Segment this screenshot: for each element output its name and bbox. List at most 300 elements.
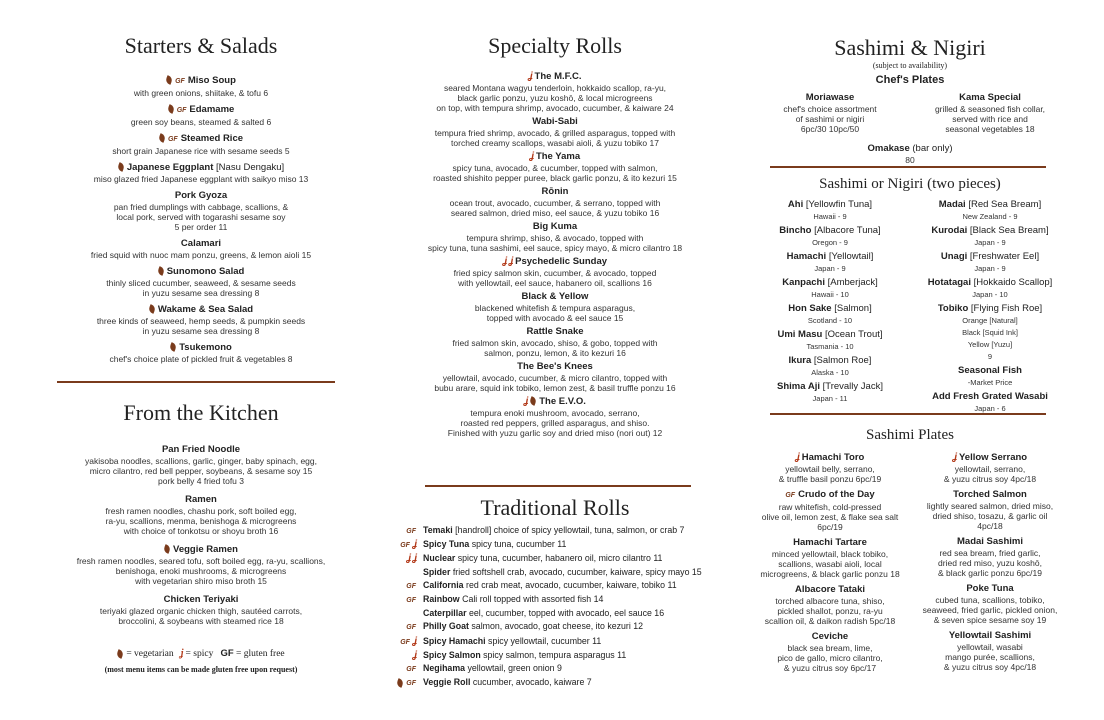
fish-subtitle: [Red Sea Bream] <box>965 199 1042 210</box>
item-description: with yellowtail, eel sauce, habanero oil, scallions 16 <box>458 278 652 288</box>
roll-mark <box>397 635 419 649</box>
column-middle <box>395 0 715 720</box>
item-title: Japanese Eggplant <box>126 162 214 173</box>
item-description: roasted red peppers, grilled asparagus, and shiso. <box>460 418 650 428</box>
item-subtitle: [Nasu Dengaku] <box>213 162 285 173</box>
item-description: seared salmon, dried miso, eel sauce, & yuzu tobiko 16 <box>450 208 660 218</box>
fish-subtitle: [Hokkaido Scallop] <box>970 277 1053 288</box>
plates-grid <box>750 452 1070 678</box>
item-name <box>395 221 715 233</box>
fish-item <box>750 199 910 223</box>
plate-name <box>750 631 910 643</box>
roll-description: eel, cucumber, topped with avocado, eel sauce 16 <box>468 608 665 619</box>
omakase <box>750 143 1070 165</box>
pepper-icon: ʝ <box>412 649 417 661</box>
plate-item <box>750 489 910 532</box>
item-description: pan fried dumplings with cabbage, scallions, & <box>113 202 289 212</box>
traditional-title: Traditional Rolls <box>480 495 630 520</box>
item-description: fried squid with nuoc mam ponzu, greens, & lemon aioli 15 <box>90 250 312 260</box>
fish-title: Seasonal Fish <box>958 365 1022 376</box>
gf-icon: GF <box>400 638 410 646</box>
roll-item <box>397 676 717 690</box>
leaf-icon <box>116 649 124 659</box>
plate-description: pickled shallot, ponzu, ra-yu <box>777 606 883 616</box>
roll-item <box>397 593 717 607</box>
pepper-icon: ʝ <box>952 452 957 463</box>
roll-name: Philly Goat <box>423 621 469 632</box>
fish-item <box>750 355 910 379</box>
menu-item <box>40 190 362 232</box>
chef-plate-description: grilled & seasoned fish collar, <box>934 104 1046 114</box>
gf-icon: GF <box>406 624 416 632</box>
item-title: Rōnin <box>541 186 569 197</box>
specialty-list <box>395 71 715 441</box>
menu-item <box>395 71 715 113</box>
roll-name: California <box>423 579 464 590</box>
divider <box>425 485 691 487</box>
fish-name <box>910 225 1070 237</box>
leaf-icon <box>167 105 175 115</box>
roll-item <box>397 538 717 552</box>
fish-title: Umi Masu <box>777 329 823 340</box>
plates-left <box>750 452 910 678</box>
pepper-icon: ʝ <box>412 553 417 565</box>
roll-description: spicy yellowtail, cucumber 11 <box>488 635 602 646</box>
plate-name <box>910 489 1070 501</box>
menu-item <box>40 304 362 336</box>
fish-item <box>750 225 910 249</box>
starters-title: Starters & Salads <box>124 33 278 58</box>
item-description: fresh ramen noodles, chashu pork, soft boiled egg, <box>105 506 297 516</box>
fish-title: Ahi <box>787 199 804 210</box>
roll-name: Temaki <box>423 525 453 535</box>
chef-plate-description: chef's choice assortment <box>783 104 877 114</box>
fish-name <box>910 303 1070 315</box>
plate-description: red sea bream, fried garlic, <box>939 548 1041 558</box>
leaf-icon <box>163 545 171 555</box>
plate-description: & seven spice sesame soy 19 <box>933 615 1047 625</box>
leaf-icon <box>529 397 537 407</box>
item-description: tempura enoki mushroom, avocado, serrano, <box>470 408 640 418</box>
plate-item <box>910 489 1070 531</box>
plate-name <box>750 452 910 464</box>
pepper-icon: ʝ <box>524 396 529 407</box>
pepper-icon: ʝ <box>502 256 508 267</box>
leaf-icon <box>169 343 177 353</box>
fish-item <box>750 303 910 327</box>
item-description: ocean trout, avocado, cucumber, & serrano, topped with <box>449 198 661 208</box>
roll-mark <box>397 593 419 607</box>
chef-plate-name: Moriawase <box>805 92 855 103</box>
roll-mark <box>397 579 419 593</box>
starters-list <box>40 75 362 370</box>
menu-item <box>40 238 362 260</box>
item-description: tempura shrimp, shiso, & avocado, topped with <box>466 233 644 243</box>
roll-description: spicy tuna, cucumber, habanero oil, micro cilantro 11 <box>457 553 663 564</box>
item-description: pork belly 4 fried tofu 3 <box>158 476 244 486</box>
fish-origin: -Market Price <box>967 378 1013 387</box>
fish-origin: Japan - 9 <box>974 264 1006 273</box>
fish-name <box>750 303 910 315</box>
roll-description: spicy tuna, cucumber 11 <box>471 539 567 550</box>
fish-item <box>910 199 1070 223</box>
plate-title: Yellowtail Sashimi <box>948 630 1032 641</box>
traditional-list <box>397 524 717 690</box>
plate-description: lightly seared salmon, dried miso, <box>926 501 1054 511</box>
item-description: Finished with yuzu garlic soy and dried miso (nori out) 12 <box>447 428 663 438</box>
chef-plate-description: 6pc/30 10pc/50 <box>800 124 860 134</box>
leaf-icon <box>158 134 166 144</box>
item-description: blackened whitefish & tempura asparagus, <box>474 303 636 313</box>
plate-description: pico de gallo, micro cilantro, <box>777 653 883 663</box>
fish-name <box>750 199 910 211</box>
item-name <box>40 304 362 316</box>
item-description: fresh ramen noodles, seared tofu, soft boiled egg, ra-yu, scallions, <box>76 556 326 566</box>
fish-subtitle: [Salmon Roe] <box>811 355 872 366</box>
plate-description: & yuzu citrus soy 4pc/18 <box>943 662 1037 672</box>
fish-subtitle: [Salmon] <box>831 303 872 314</box>
gf-badge: GF <box>220 648 234 659</box>
legend-spicy: = spicy <box>185 649 214 659</box>
fish-origin: Japan - 11 <box>812 394 848 403</box>
sashimi-plates-title: Sashimi Plates <box>866 427 954 443</box>
pepper-icon: ʝ <box>509 256 514 267</box>
fish-name <box>910 251 1070 263</box>
plate-description: & yuzu citrus soy 6pc/17 <box>783 663 877 673</box>
item-description: tempura fried shrimp, avocado, & grilled asparagus, topped with <box>434 128 676 138</box>
item-description: torched creamy scallops, wasabi aioli, & yuzu tobiko 17 <box>451 138 659 148</box>
menu-item <box>395 396 715 438</box>
item-title: The E.V.O. <box>539 396 586 407</box>
item-title: Calamari <box>180 238 222 249</box>
item-title: Miso Soup <box>187 75 236 86</box>
menu-item <box>395 361 715 393</box>
plate-description: yellowtail belly, serrano, <box>785 464 875 474</box>
item-description: bubu arare, squid ink tobiko, lemon zest, & basil truffle ponzu 16 <box>434 383 676 393</box>
item-name <box>40 444 362 456</box>
fish-title: Kanpachi <box>782 277 825 288</box>
chef-plate-description: of sashimi or nigiri <box>795 114 865 124</box>
item-description: broccolini, & soybeans with steamed rice 18 <box>118 616 284 626</box>
menu-item <box>40 342 362 364</box>
menu-item <box>395 116 715 148</box>
fish-origin: Oregon - 9 <box>812 238 848 247</box>
plate-title: Hamachi Toro <box>801 452 865 463</box>
gf-icon: GF <box>406 528 416 535</box>
roll-description: red crab meat, avocado, cucumber, kaiware, tobiko 11 <box>466 579 677 590</box>
fish-title: Hamachi <box>786 251 827 262</box>
item-title: Chicken Teriyaki <box>163 594 239 605</box>
roll-mark <box>397 524 419 538</box>
menu-item <box>40 544 362 586</box>
item-name <box>395 71 715 83</box>
availability-note: (subject to availability) <box>872 61 948 70</box>
roll-item <box>397 579 717 593</box>
fish-subtitle: [Black Sea Bream] <box>967 225 1049 236</box>
roll-item <box>397 552 717 565</box>
plate-description: mango purée, scallions, <box>945 652 1035 662</box>
fish-subtitle: [Freshwater Eel] <box>967 251 1040 262</box>
fish-item <box>750 329 910 353</box>
menu-item <box>40 133 362 156</box>
roll-mark <box>397 649 419 662</box>
item-name <box>40 104 362 117</box>
plate-description: olive oil, lemon zest, & flake sea salt <box>761 512 899 522</box>
fish-origin: Japan - 9 <box>974 238 1006 247</box>
fish-item <box>910 251 1070 275</box>
fish-item <box>910 391 1070 415</box>
plate-item <box>750 452 910 484</box>
roll-mark <box>397 662 419 676</box>
item-name <box>40 133 362 146</box>
plate-title: Ceviche <box>811 631 849 642</box>
fish-subtitle: [Albacore Tuna] <box>811 225 881 236</box>
leaf-icon <box>165 76 173 86</box>
item-title: The M.F.C. <box>534 71 582 82</box>
item-title: Rattle Snake <box>526 326 584 337</box>
item-name <box>40 162 362 174</box>
roll-item <box>397 662 717 676</box>
plate-item <box>910 452 1070 484</box>
chef-plate-description: seasonal vegetables 18 <box>945 124 1035 134</box>
menu-item <box>395 186 715 218</box>
item-title: Big Kuma <box>532 221 578 232</box>
divider <box>770 166 1046 168</box>
fish-item <box>750 251 910 275</box>
gluten-note: (most menu items can be made gluten free upon request) <box>104 665 298 674</box>
fish-name <box>910 199 1070 211</box>
fish-title: Unagi <box>940 251 968 262</box>
item-title: The Yama <box>535 151 581 162</box>
sashimi-nigiri-title: Sashimi & Nigiri <box>834 35 986 60</box>
item-name <box>40 238 362 250</box>
item-name <box>40 494 362 506</box>
fish-title: Bincho <box>779 225 812 236</box>
kitchen-list <box>40 444 362 634</box>
omakase-price: 80 <box>905 155 915 165</box>
item-description: in yuzu sesame sea dressing 8 <box>142 288 260 298</box>
fish-origin: Japan - 6 <box>974 404 1006 413</box>
chef-plate <box>750 92 910 134</box>
item-description: seared Montana wagyu tenderloin, hokkaido scallop, ra-yu, <box>443 83 667 93</box>
pieces-grid <box>750 199 1070 417</box>
fish-origin: Scotland - 10 <box>807 316 853 325</box>
gf-icon: GF <box>175 78 185 85</box>
fish-title: Kurodai <box>931 225 968 236</box>
fish-origin: Hawaii - 9 <box>813 212 847 221</box>
menu-item <box>40 104 362 127</box>
fish-name <box>750 277 910 289</box>
item-name <box>395 326 715 338</box>
item-description: with green onions, shiitake, & tofu 6 <box>133 88 269 98</box>
item-title: Wabi-Sabi <box>532 116 578 127</box>
item-description: roasted shishito pepper puree, black garlic ponzu, & ito kezuri 15 <box>433 173 677 183</box>
plate-description: black sea bream, lime, <box>787 643 873 653</box>
roll-item <box>397 649 717 662</box>
plate-description: yellowtail, serrano, <box>954 464 1026 474</box>
roll-item <box>397 620 717 634</box>
item-title: Edamame <box>189 104 235 115</box>
item-name <box>40 544 362 556</box>
plate-title: Yellow Serrano <box>958 452 1028 463</box>
item-name <box>40 594 362 606</box>
item-description: in yuzu sesame sea dressing 8 <box>142 326 260 336</box>
fish-title: Hotatagai <box>927 277 971 288</box>
pieces-right <box>910 199 1070 417</box>
gf-icon: GF <box>400 542 410 550</box>
item-title: Tsukemono <box>179 342 232 353</box>
chef-plates <box>750 92 1070 140</box>
item-title: Pan Fried Noodle <box>161 444 241 455</box>
fish-origin: Japan - 10 <box>972 290 1008 299</box>
plate-item <box>910 536 1070 578</box>
item-description: teriyaki glazed organic chicken thigh, sautéed carrots, <box>99 606 303 616</box>
gf-icon: GF <box>176 107 187 114</box>
item-title: Veggie Ramen <box>173 544 238 555</box>
roll-mark <box>397 538 419 552</box>
item-description: spicy tuna, tuna sashimi, eel sauce, spicy mayo, & micro cilantro 18 <box>427 243 683 253</box>
plate-description: 6pc/19 <box>817 522 843 532</box>
gf-icon: GF <box>406 680 416 688</box>
fish-name <box>750 225 910 237</box>
plate-item <box>910 630 1070 672</box>
fish-name <box>750 251 910 263</box>
plate-name <box>750 537 910 549</box>
fish-title: Shima Aji <box>777 381 820 392</box>
menu-item <box>395 256 715 288</box>
roll-description: salmon, avocado, goat cheese, ito kezuri 12 <box>471 621 644 632</box>
fish-item <box>750 277 910 301</box>
divider <box>770 413 1046 415</box>
item-title: Black & Yellow <box>521 291 589 302</box>
fish-origin: Japan - 9 <box>814 264 846 273</box>
plate-title: Albacore Tataki <box>794 584 866 595</box>
plate-title: Madai Sashimi <box>957 536 1023 547</box>
item-description: green soy beans, steamed & salted 6 <box>130 117 272 127</box>
fish-item <box>910 277 1070 301</box>
pepper-icon: ʝ <box>529 151 534 162</box>
item-description: topped with avocado & eel sauce 15 <box>486 313 624 323</box>
plate-title: Crudo of the Day <box>798 489 875 500</box>
gf-icon: GF <box>406 582 416 590</box>
fish-subtitle: [Amberjack] <box>824 277 878 288</box>
roll-name: Negihama <box>423 663 466 674</box>
item-description: three kinds of seaweed, hemp seeds, & pumpkin seeds <box>96 316 306 326</box>
item-description: on top, with tempura shrimp, avocado, cucumber, & kaiware 24 <box>436 103 674 113</box>
roll-name: Spicy Tuna <box>423 539 470 550</box>
plate-description: & black garlic ponzu 6pc/19 <box>938 568 1042 578</box>
roll-mark <box>397 552 419 565</box>
plates-right <box>910 452 1070 678</box>
roll-name: Spider <box>423 566 451 577</box>
divider <box>57 381 335 383</box>
plate-description: dried red miso, yuzu koshō, <box>938 558 1042 568</box>
plate-description: scallions, wasabi aioli, local <box>778 559 882 569</box>
kitchen-title: From the Kitchen <box>123 400 279 425</box>
pepper-icon: ʝ <box>412 539 417 551</box>
item-name <box>40 342 362 354</box>
omakase-suffix: (bar only) <box>909 143 953 154</box>
plate-name <box>910 452 1070 464</box>
roll-name: Nuclear <box>423 553 456 564</box>
fish-origin: Alaska - 10 <box>811 368 849 377</box>
item-description: with vegetarian shiro miso broth 15 <box>135 576 267 586</box>
plate-item <box>750 631 910 673</box>
roll-description: spicy salmon, tempura asparagus 11 <box>483 649 627 660</box>
plate-name <box>750 584 910 596</box>
item-title: The Bee's Knees <box>517 361 593 372</box>
menu-item <box>395 151 715 183</box>
specialty-title: Specialty Rolls <box>488 33 622 58</box>
item-name <box>395 291 715 303</box>
plate-description: raw whitefish, cold-pressed <box>778 502 882 512</box>
item-name <box>395 256 715 268</box>
pieces-left <box>750 199 910 417</box>
roll-name: Spicy Salmon <box>423 649 481 660</box>
fish-name <box>750 355 910 367</box>
item-name <box>395 361 715 373</box>
chef-plates-title: Chef's Plates <box>875 74 945 86</box>
roll-item <box>397 566 717 579</box>
roll-description: [handroll] choice of spicy yellowtail, tuna, salmon, or crab 7 <box>455 525 685 535</box>
gf-icon: GF <box>785 492 796 499</box>
roll-item <box>397 607 717 620</box>
chef-plate <box>910 92 1070 134</box>
menu-item <box>40 594 362 626</box>
roll-item <box>397 635 717 649</box>
leaf-icon <box>157 267 165 277</box>
fish-item <box>910 225 1070 249</box>
legend <box>40 648 362 659</box>
pepper-icon: ʝ <box>406 553 411 565</box>
roll-mark <box>397 676 419 690</box>
item-description: short grain Japanese rice with sesame seeds 5 <box>112 146 290 156</box>
plate-description: yellowtail, wasabi <box>957 642 1023 652</box>
column-left <box>40 0 362 720</box>
fish-item <box>750 381 910 405</box>
item-name <box>40 190 362 202</box>
item-description: miso glazed fried Japanese eggplant with saikyo miso 13 <box>93 174 309 184</box>
roll-name: Rainbow <box>423 594 460 605</box>
fish-name <box>910 391 1070 403</box>
item-description: with choice of tonkotsu or shoyu broth 16 <box>123 526 279 536</box>
item-title: Steamed Rice <box>180 133 244 144</box>
leaf-icon <box>117 163 125 173</box>
roll-name: Veggie Roll <box>423 677 471 688</box>
fish-title: Add Fresh Grated Wasabi <box>932 391 1048 402</box>
plate-name <box>910 536 1070 548</box>
plate-description: cubed tuna, scallions, tobiko, <box>935 595 1045 605</box>
item-description: thinly sliced cucumber, seaweed, & sesame seeds <box>106 278 296 288</box>
item-title: Wakame & Sea Salad <box>157 304 254 315</box>
roll-description: fried softshell crab, avocado, cucumber, kaiware, spicy mayo 15 <box>452 566 702 577</box>
menu-item <box>40 444 362 486</box>
fish-subtitle: [Ocean Trout] <box>822 329 883 340</box>
menu-item <box>395 291 715 323</box>
roll-description: Cali roll topped with assorted fish 14 <box>462 594 604 605</box>
item-name <box>40 266 362 278</box>
gf-icon: GF <box>406 597 416 605</box>
item-description: micro cilantro, red bell pepper, soybeans, & sesame soy 15 <box>89 466 313 476</box>
item-name <box>395 186 715 198</box>
fish-subtitle: [Trevally Jack] <box>819 381 883 392</box>
fish-title: Madai <box>938 199 966 210</box>
item-description: 5 per order 11 <box>174 222 228 232</box>
fish-name <box>750 381 910 393</box>
fish-origin: Orange [Natural] Black [Squid Ink] Yellow [Yuzu] 9 <box>962 316 1018 361</box>
plate-description: microgreens, & black garlic ponzu 18 <box>760 569 900 579</box>
plate-name <box>910 583 1070 595</box>
